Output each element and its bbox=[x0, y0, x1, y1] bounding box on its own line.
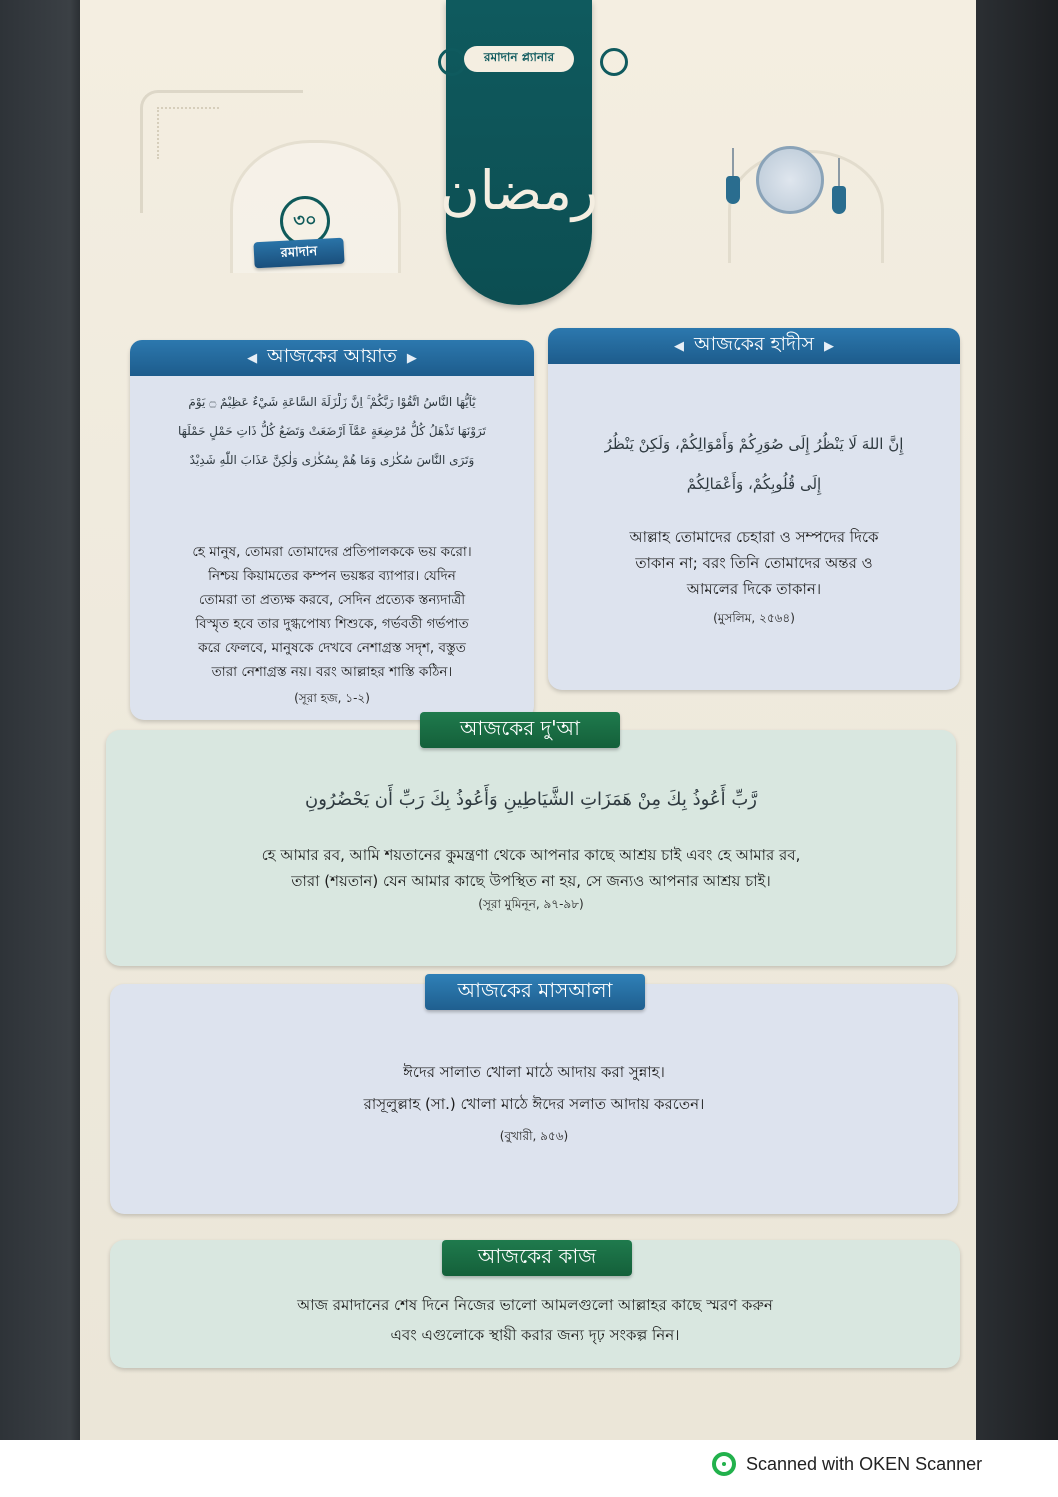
dua-card bbox=[106, 730, 956, 966]
medallion-ornament bbox=[756, 146, 824, 214]
hadith-card bbox=[548, 328, 960, 690]
chevron-left-icon: ◀ bbox=[247, 350, 258, 366]
task-lines: আজ রমাদানের শেষ দিনে নিজের ভালো আমলগুলো আল্লাহর কাছে স্মরণ করুন এবং এগুলোকে স্থায়ী করার জন্য দৃঢ় সংকল্প নিন। bbox=[297, 1296, 773, 1344]
ayah-card bbox=[130, 340, 534, 720]
ayah-reference: (সূরা হজ, ১-২) bbox=[294, 691, 370, 705]
dua-arabic: رَّبِّ أَعُوذُ بِكَ مِنْ هَمَزَاتِ الشَّيَاطِينِ وَأَعُوذُ بِكَ رَبِّ أَن يَحْضُرُونِ bbox=[305, 789, 757, 810]
chevron-right-icon: ▶ bbox=[406, 350, 417, 366]
masala-reference: (বুখারী, ৯৫৬) bbox=[499, 1129, 569, 1143]
ayah-heading: আজকের আয়াত bbox=[267, 345, 397, 367]
dua-translation: হে আমার রব, আমি শয়তানের কুমন্ত্রণা থেকে আপনার কাছে আশ্রয় চাই এবং হে আমার রব, তারা (শয়তান) যেন আমার কাছে উপস্থিত না হয়, সে জন্যও আপনার আশ্রয় চাই। bbox=[261, 846, 801, 890]
hadith-header bbox=[548, 328, 960, 364]
ring-ornament-right bbox=[600, 48, 628, 76]
planner-tag: রমাদান প্ল্যানার bbox=[464, 46, 574, 72]
ayah-translation: হে মানুষ, তোমরা তোমাদের প্রতিপালককে ভয় করো। নিশ্চয় কিয়ামতের কম্পন ভয়ঙ্কর ব্যাপার। যেদিন তোমরা তা প্রত্যক্ষ করবে, সেদিন প্রত্যেক স্তন্যদাত্রী বিস্মৃত হবে তার দুগ্ধপোষ্য শিশুকে, গর্ভবতী গর্ভপাত করে ফেলবে, মানুষকে দেখবে নেশাগ্রস্ত সদৃশ, বস্তুত তারা নেশাগ্রস্ত নয়। বরং আল্লাহর শাস্তি কঠিন। bbox=[192, 544, 472, 680]
ramadan-calligraphy: رمضان bbox=[440, 159, 598, 222]
chevron-left-icon: ◀ bbox=[673, 338, 684, 354]
day-label-badge: রমাদান bbox=[253, 238, 344, 269]
ayah-arabic: يٰٓاَيُّهَا النَّاسُ اتَّقُوْا رَبَّكُمْ ۚ اِنَّ زَلْزَلَةَ السَّاعَةِ شَيْءٌ عَظِيْمٌ ۝ يَوْمَ تَرَوْنَهَا تَذْهَلُ كُلُّ مُرْضِعَةٍ عَمَّآ اَرْضَعَتْ وَتَضَعُ كُلُّ ذَاتِ حَمْلٍ حَمْلَهَا وَتَرَى النَّاسَ سُكٰرٰى وَمَا هُمْ بِسُكٰرٰى وَلٰكِنَّ عَذَابَ اللّٰهِ شَدِيْدٌ bbox=[177, 395, 487, 467]
scanner-watermark bbox=[712, 1450, 982, 1478]
task-heading: আজকের কাজ bbox=[442, 1240, 632, 1276]
masala-card bbox=[110, 984, 958, 1214]
hadith-heading: আজকের হাদীস bbox=[693, 333, 815, 355]
masala-heading: আজকের মাসআলা bbox=[425, 974, 645, 1010]
lantern-icon bbox=[726, 176, 740, 204]
hadith-reference: (মুসলিম, ২৫৬৪) bbox=[713, 611, 795, 625]
scanner-logo-icon bbox=[712, 1452, 736, 1476]
hadith-arabic: إِنَّ اللهَ لَا يَنْظُرُ إِلَى صُوَرِكُمْ وَأَمْوَالِكُمْ، وَلَكِنْ يَنْظُرُ إِلَى قُلُوبِكُمْ، وَأَعْمَالِكُمْ bbox=[604, 435, 904, 493]
scanner-text: Scanned with OKEN Scanner bbox=[746, 1453, 983, 1474]
day-number: ৩০ bbox=[280, 196, 330, 246]
dua-heading: আজকের দু'আ bbox=[420, 712, 620, 748]
hadith-translation: আল্লাহ তোমাদের চেহারা ও সম্পদের দিকে তাকান না; বরং তিনি তোমাদের অন্তর ও আমলের দিকে তাকান। bbox=[629, 528, 879, 598]
dua-reference: (সূরা মুমিনূন, ৯৭-৯৮) bbox=[478, 897, 584, 911]
ayah-header bbox=[130, 340, 534, 376]
chevron-right-icon: ▶ bbox=[824, 338, 835, 354]
planner-page bbox=[80, 0, 976, 1440]
lantern-icon bbox=[832, 186, 846, 214]
ring-ornament-left bbox=[438, 48, 466, 76]
masala-lines: ঈদের সালাত খোলা মাঠে আদায় করা সুন্নাহ। রাসূলুল্লাহ (সা.) খোলা মাঠে ঈদের সলাত আদায় করতেন। bbox=[363, 1063, 705, 1113]
